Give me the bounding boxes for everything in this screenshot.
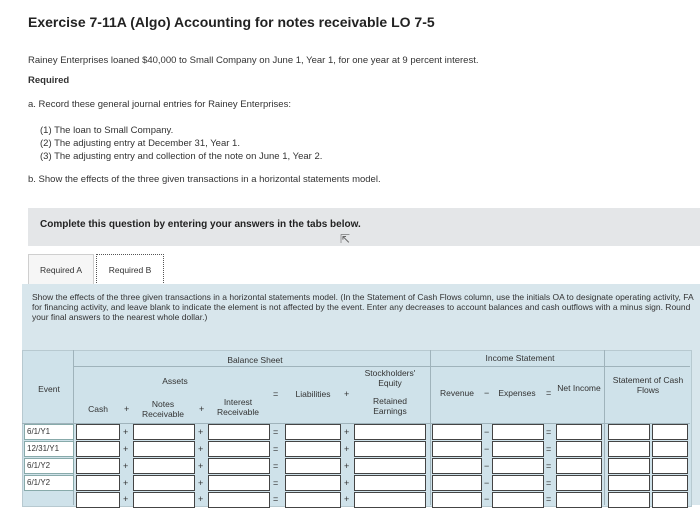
liabilities-input[interactable]	[285, 424, 341, 440]
plus-operator: +	[123, 494, 129, 504]
equals-operator: =	[273, 444, 279, 454]
equals-operator: =	[273, 478, 279, 488]
revenue-input[interactable]	[432, 458, 482, 474]
notes-receivable-input[interactable]	[133, 458, 195, 474]
plus-operator: +	[344, 427, 350, 437]
interest-receivable-header: Interest Receivable	[216, 397, 260, 417]
cash-header: Cash	[88, 404, 108, 414]
interest-receivable-input[interactable]	[208, 458, 270, 474]
notes-receivable-input[interactable]	[133, 492, 195, 508]
expenses-header: Expenses	[498, 388, 536, 398]
expenses-input[interactable]	[492, 441, 544, 457]
item-1: (1) The loan to Small Company.	[40, 125, 174, 136]
revenue-input[interactable]	[432, 492, 482, 508]
tab-required-a[interactable]: Required A	[28, 254, 94, 285]
mouse-cursor-icon: ⇱	[340, 232, 351, 246]
tab-required-b[interactable]: Required B	[96, 254, 164, 285]
exercise-title: Exercise 7-11A (Algo) Accounting for notes receivable LO 7-5	[28, 14, 435, 30]
cash-input[interactable]	[76, 475, 120, 491]
cash-flow-activity-input[interactable]	[652, 475, 688, 491]
cash-flow-activity-input[interactable]	[652, 424, 688, 440]
event-label: 6/1/Y2	[27, 461, 51, 470]
minus-operator: −	[484, 494, 490, 504]
cash-flow-amount-input[interactable]	[608, 475, 650, 491]
cash-flow-amount-input[interactable]	[608, 441, 650, 457]
plus-operator: +	[344, 444, 350, 454]
expenses-input[interactable]	[492, 424, 544, 440]
part-b-text: b. Show the effects of the three given transactions in a horizontal statements model.	[28, 174, 381, 185]
cash-input[interactable]	[76, 458, 120, 474]
liabilities-input[interactable]	[285, 492, 341, 508]
item-3: (3) The adjusting entry and collection of the note on June 1, Year 2.	[40, 151, 323, 162]
plus-operator: +	[344, 478, 350, 488]
notes-receivable-input[interactable]	[133, 424, 195, 440]
cash-flow-activity-input[interactable]	[652, 458, 688, 474]
assets-header: Assets	[162, 376, 188, 386]
equals-operator: =	[546, 461, 552, 471]
plus-operator: +	[344, 389, 350, 399]
expenses-input[interactable]	[492, 492, 544, 508]
net-income-input[interactable]	[556, 492, 602, 508]
interest-receivable-input[interactable]	[208, 492, 270, 508]
plus-operator: +	[198, 461, 204, 471]
retained-earnings-header: Retained Earnings	[372, 396, 408, 416]
equals-operator: =	[273, 427, 279, 437]
banner-text: Complete this question by entering your answers in the tabs below.	[40, 219, 361, 230]
plus-operator: +	[123, 461, 129, 471]
equals-operator: =	[273, 389, 279, 399]
plus-operator: +	[199, 404, 205, 414]
plus-operator: +	[198, 427, 204, 437]
notes-receivable-input[interactable]	[133, 441, 195, 457]
retained-earnings-input[interactable]	[354, 458, 426, 474]
retained-earnings-input[interactable]	[354, 492, 426, 508]
cash-flow-activity-input[interactable]	[652, 441, 688, 457]
event-label: 12/31/Y1	[27, 444, 60, 453]
minus-operator: −	[484, 427, 490, 437]
instructions-text: Show the effects of the three given transactions in a horizontal statements model. (In the Statement of Cash Flows column, use the initials OA to designate operating activity, FA for financing activity, and leave blank to indicate the element is not affected by the event. Enter any decreases to account balances and cash outflows with a minus sign. Round your final answers to the nearest whole dollar.)	[32, 292, 694, 322]
equals-operator: =	[546, 444, 552, 454]
cash-input[interactable]	[76, 441, 120, 457]
equals-operator: =	[273, 461, 279, 471]
revenue-header: Revenue	[439, 388, 475, 398]
equals-operator: =	[546, 388, 552, 398]
expenses-input[interactable]	[492, 458, 544, 474]
plus-operator: +	[344, 494, 350, 504]
income-statement-header: Income Statement	[485, 353, 555, 363]
cash-flows-header: Statement of Cash Flows	[612, 375, 684, 395]
cash-flow-amount-input[interactable]	[608, 458, 650, 474]
notes-receivable-header: Notes Receivable	[141, 399, 185, 419]
expenses-input[interactable]	[492, 475, 544, 491]
problem-intro: Rainey Enterprises loaned $40,000 to Small Company on June 1, Year 1, for one year at 9 percent interest.	[28, 55, 479, 66]
revenue-input[interactable]	[432, 424, 482, 440]
equals-operator: =	[273, 494, 279, 504]
net-income-input[interactable]	[556, 475, 602, 491]
liabilities-header: Liabilities	[295, 389, 331, 399]
liabilities-input[interactable]	[285, 475, 341, 491]
revenue-input[interactable]	[432, 475, 482, 491]
minus-operator: −	[484, 461, 490, 471]
plus-operator: +	[123, 427, 129, 437]
net-income-input[interactable]	[556, 441, 602, 457]
income-cashflow-divider	[604, 350, 605, 505]
event-label: 6/1/Y2	[27, 478, 51, 487]
net-income-header: Net Income	[557, 383, 601, 393]
notes-receivable-input[interactable]	[133, 475, 195, 491]
event-header: Event	[38, 384, 60, 394]
plus-operator: +	[344, 461, 350, 471]
plus-operator: +	[198, 494, 204, 504]
header-divider	[73, 366, 690, 367]
plus-operator: +	[123, 444, 129, 454]
equals-operator: =	[546, 478, 552, 488]
net-income-input[interactable]	[556, 424, 602, 440]
liabilities-input[interactable]	[285, 441, 341, 457]
stockholders-equity-header: Stockholders' Equity	[364, 368, 416, 388]
item-2: (2) The adjusting entry at December 31, Year 1.	[40, 138, 240, 149]
minus-operator: −	[484, 478, 490, 488]
cash-flow-amount-input[interactable]	[608, 424, 650, 440]
plus-operator: +	[198, 444, 204, 454]
part-a-text: a. Record these general journal entries for Rainey Enterprises:	[28, 99, 291, 110]
equals-operator: =	[546, 494, 552, 504]
cash-input[interactable]	[76, 492, 120, 508]
interest-receivable-input[interactable]	[208, 441, 270, 457]
liabilities-input[interactable]	[285, 458, 341, 474]
retained-earnings-input[interactable]	[354, 424, 426, 440]
cash-flow-amount-input[interactable]	[608, 492, 650, 508]
plus-operator: +	[124, 404, 130, 414]
retained-earnings-input[interactable]	[354, 441, 426, 457]
minus-operator: −	[484, 388, 490, 398]
revenue-input[interactable]	[432, 441, 482, 457]
equals-operator: =	[546, 427, 552, 437]
interest-receivable-input[interactable]	[208, 475, 270, 491]
required-heading: Required	[28, 75, 70, 86]
event-label: 6/1/Y1	[27, 427, 51, 436]
minus-operator: −	[484, 444, 490, 454]
plus-operator: +	[123, 478, 129, 488]
balance-sheet-header: Balance Sheet	[227, 355, 283, 365]
balance-income-divider	[430, 350, 431, 505]
plus-operator: +	[198, 478, 204, 488]
retained-earnings-input[interactable]	[354, 475, 426, 491]
net-income-input[interactable]	[556, 458, 602, 474]
cash-flow-activity-input[interactable]	[652, 492, 688, 508]
interest-receivable-input[interactable]	[208, 424, 270, 440]
cash-input[interactable]	[76, 424, 120, 440]
